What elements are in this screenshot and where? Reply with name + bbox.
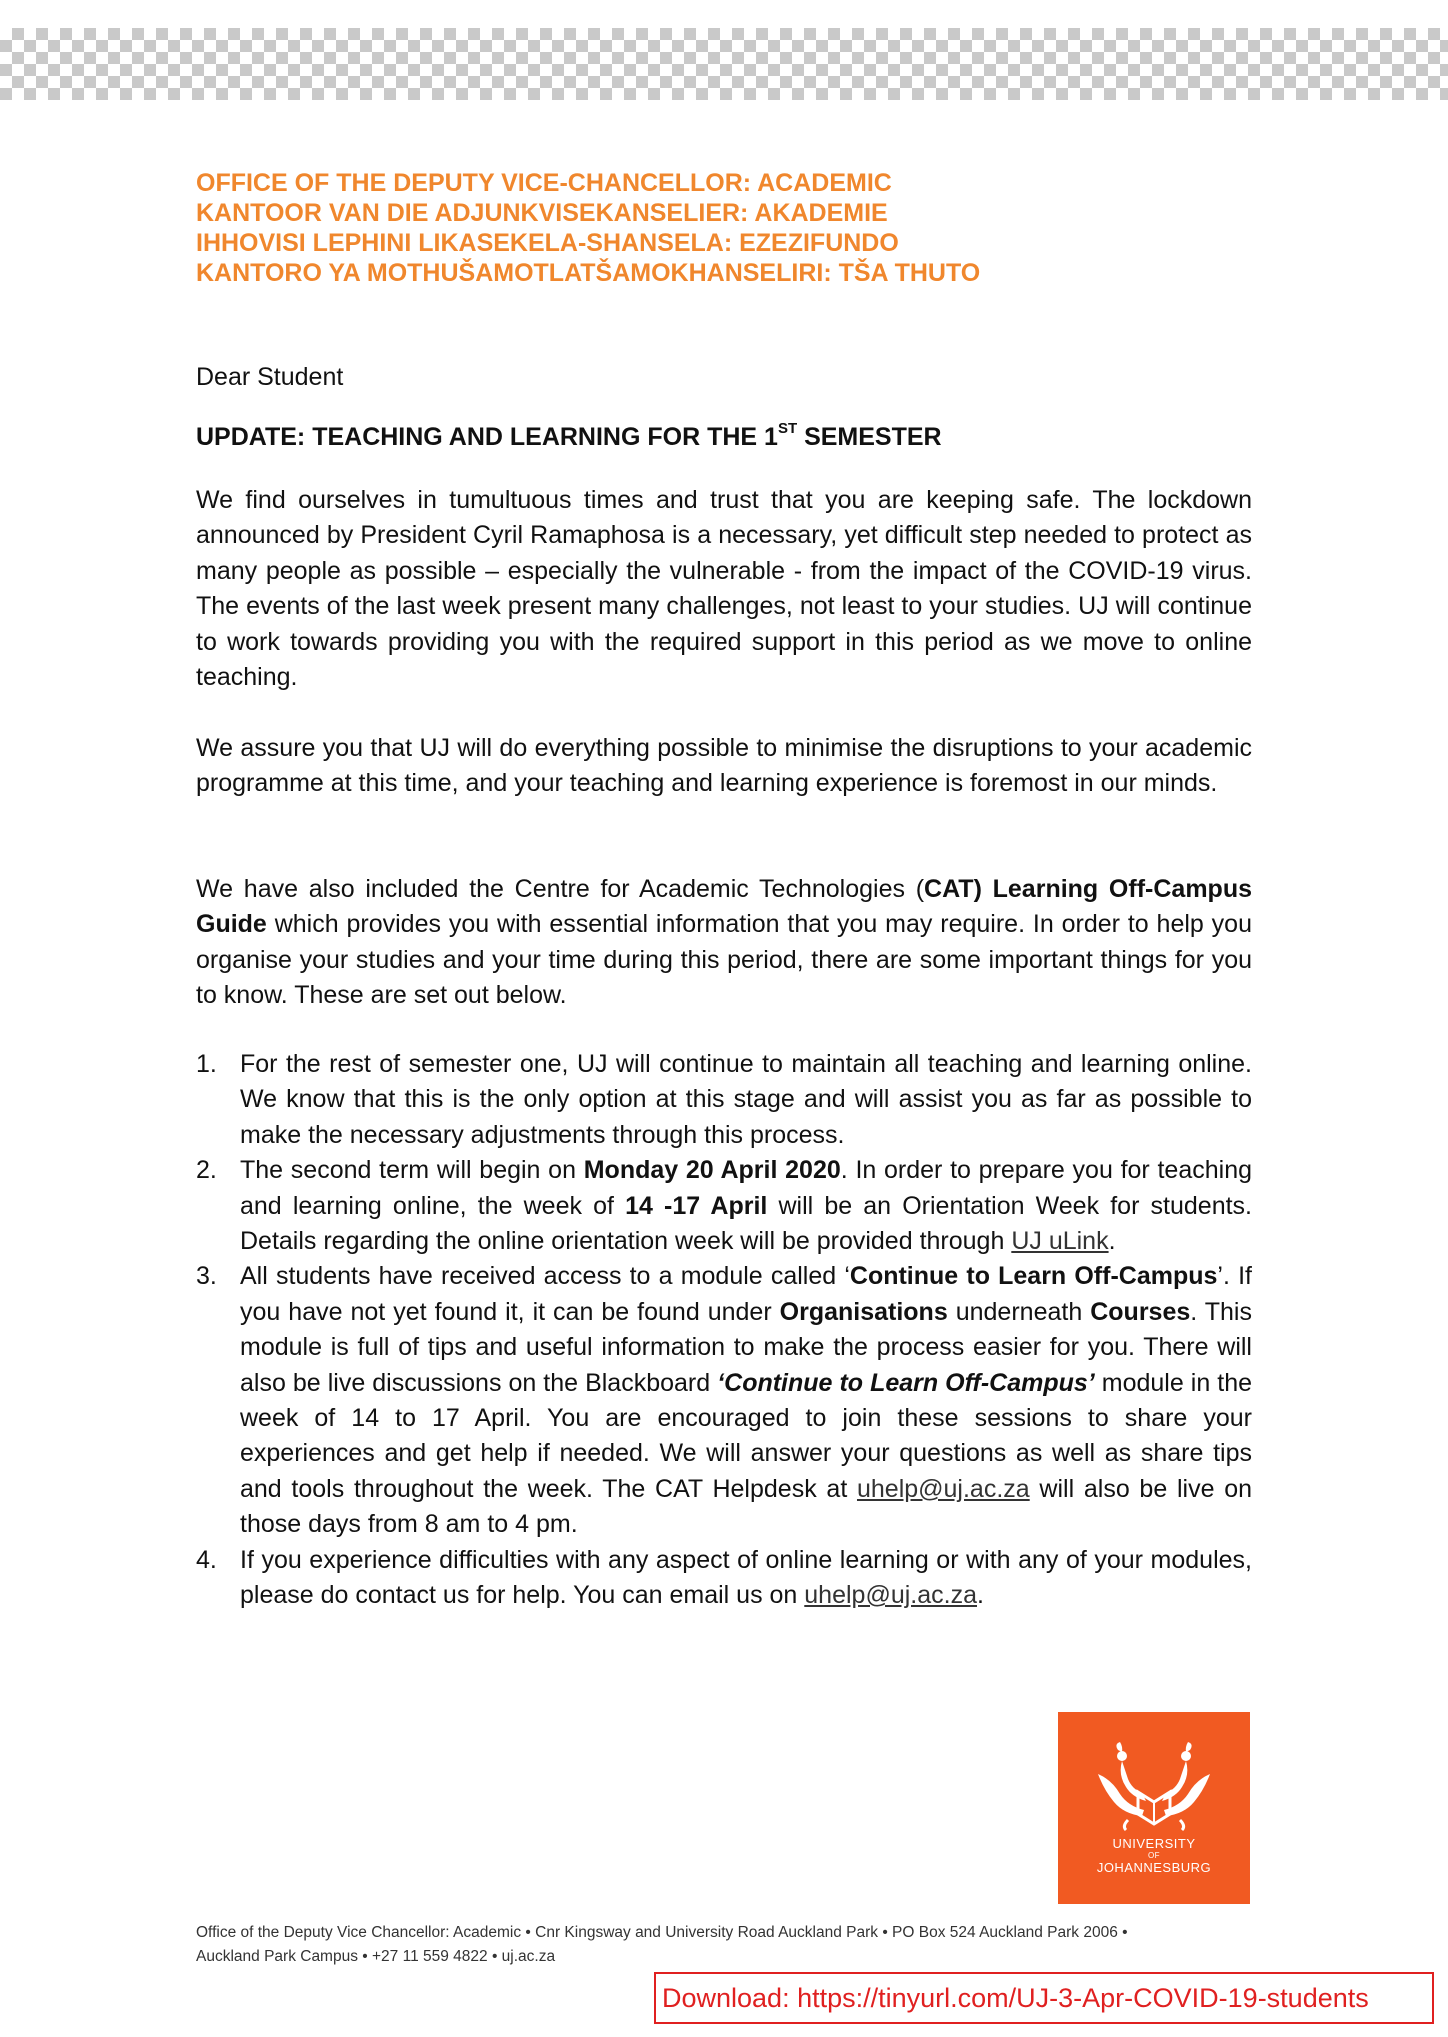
paragraph-cat-guide xyxy=(196,872,1252,1014)
footer-line-2: Auckland Park Campus • +27 11 559 4822 • uj.ac.za xyxy=(196,1948,556,1965)
item3-courses: Courses xyxy=(1090,1297,1191,1326)
para3-guide-name: CAT) Learning Off-Campus Guide xyxy=(196,875,1252,939)
logo-of: OF xyxy=(1147,1851,1161,1860)
office-heading xyxy=(196,168,1196,288)
item3-text-3: underneath xyxy=(947,1297,1091,1326)
item2-text-2: . In order to prepare you for teaching and learning online, the week of xyxy=(240,1156,1253,1220)
item4-text-2: . xyxy=(977,1581,984,1610)
office-line-sepedi: KANTORO YA MOTHUŠAMOTLATŠAMOKHANSELIRI: TŠA THUTO xyxy=(196,259,981,287)
item2-orientation-dates: 14 -17 April xyxy=(625,1191,768,1220)
item2-text-1: The second term will begin on xyxy=(240,1156,584,1185)
paragraph-lockdown: We find ourselves in tumultuous times and trust that you are keeping safe. The lockdown announced by President Cyril Ramaphosa is a necessary, yet difficult step needed to protect as many people as possible – especially the vulnerable - from the impact of the COVID-19 virus. The events of the last week present many challenges, not least to your studies. UJ will continue to work towards providing you with the required support in this period as we move to online teaching. xyxy=(196,486,1252,692)
office-line-zulu: IHHOVISI LEPHINI LIKASEKELA-SHANSELA: EZEZIFUNDO xyxy=(196,229,899,257)
office-line-english: OFFICE OF THE DEPUTY VICE-CHANCELLOR: ACADEMIC xyxy=(196,169,892,197)
item4-text-1: If you experience difficulties with any aspect of online learning or with any of your modules, please do contact us for help. You can email us on xyxy=(240,1545,1252,1610)
item2-start-date: Monday 20 April 2020 xyxy=(583,1156,841,1185)
item2-text-3: will be an Orientation Week for students. Details regarding the online orientation week will be provided through xyxy=(240,1191,1252,1256)
item3-module-name: Continue to Learn Off-Campus xyxy=(849,1262,1218,1291)
contact-email-link[interactable]: uhelp@uj.ac.za xyxy=(804,1581,977,1610)
item2-text-4: . xyxy=(1108,1227,1116,1256)
subject-superscript: ST xyxy=(777,420,798,437)
uj-logo xyxy=(1058,1712,1250,1904)
item3-text-4: . This module is full of tips and useful information to make the process easier for you. There will also be live discussions on the Blackboard xyxy=(240,1297,1252,1397)
logo-johannesburg: JOHANNESBURG xyxy=(1096,1860,1212,1875)
paragraph-assurance: We assure you that UJ will do everything possible to minimise the disruptions to your academic programme at this time, and your teaching and learning experience is foremost in our minds. xyxy=(196,734,1252,798)
numbered-list xyxy=(196,1047,1252,1614)
list-number: 4. xyxy=(196,1545,217,1574)
list-number: 3. xyxy=(196,1262,217,1291)
item3-text-5: module in the week of 14 to 17 April. You are encouraged to join these sessions to share your experiences and get help if needed. We will answer your questions as well as share tips and tools throughout the week. The CAT Helpdesk at xyxy=(240,1368,1252,1503)
footer-line-1: Office of the Deputy Vice Chancellor: Academic • Cnr Kingsway and University Road Auckland Park • PO Box 524 Auckland Park 2006 • xyxy=(196,1924,1128,1941)
checker-border-pattern xyxy=(0,28,1448,100)
item3-text-1: All students have received access to a module called ‘ xyxy=(240,1262,850,1291)
helpdesk-email-link[interactable]: uhelp@uj.ac.za xyxy=(856,1474,1030,1503)
list-item-text: For the rest of semester one, UJ will continue to maintain all teaching and learning online. We know that this is the only option at this stage and will assist you as far as possible to make the necessary adjustments through this process. xyxy=(240,1050,1252,1149)
item3-text-2: ’. If you have not yet found it, it can be found under xyxy=(240,1262,1252,1326)
item3-module-italic: ‘Continue to Learn Off-Campus’ xyxy=(717,1368,1095,1397)
list-item xyxy=(196,1047,1252,1153)
list-item xyxy=(196,1259,1252,1542)
item3-text-6: will also be live on those days from 8 am to 4 pm. xyxy=(240,1474,1252,1539)
list-number: 2. xyxy=(196,1156,217,1185)
subject-prefix: UPDATE: TEACHING AND LEARNING FOR THE 1 xyxy=(196,423,778,451)
logo-university: UNIVERSITY xyxy=(1112,1836,1196,1851)
footer-address xyxy=(196,1921,1296,1969)
office-line-afrikaans: KANTOOR VAN DIE ADJUNKVISEKANSELIER: AKADEMIE xyxy=(196,199,888,227)
download-link[interactable]: Download: https://tinyurl.com/UJ-3-Apr-COVID-19-students xyxy=(654,1972,1434,2024)
subject-line xyxy=(196,420,942,454)
uj-crest-icon xyxy=(1058,1712,1250,1904)
para3-text-2: which provides you with essential information that you may require. In order to help you organise your studies and your time during this period, there are some important things for you to know. These are set out below. xyxy=(196,910,1252,1010)
list-number: 1. xyxy=(196,1050,217,1078)
uj-ulink-link[interactable]: UJ uLink xyxy=(1011,1227,1109,1256)
subject-suffix: SEMESTER xyxy=(797,423,942,451)
para3-text-1: We have also included the Centre for Academic Technologies ( xyxy=(196,875,925,903)
item3-organisations: Organisations xyxy=(779,1297,948,1326)
list-item xyxy=(196,1543,1252,1614)
salutation: Dear Student xyxy=(196,363,344,391)
list-item xyxy=(196,1153,1252,1259)
